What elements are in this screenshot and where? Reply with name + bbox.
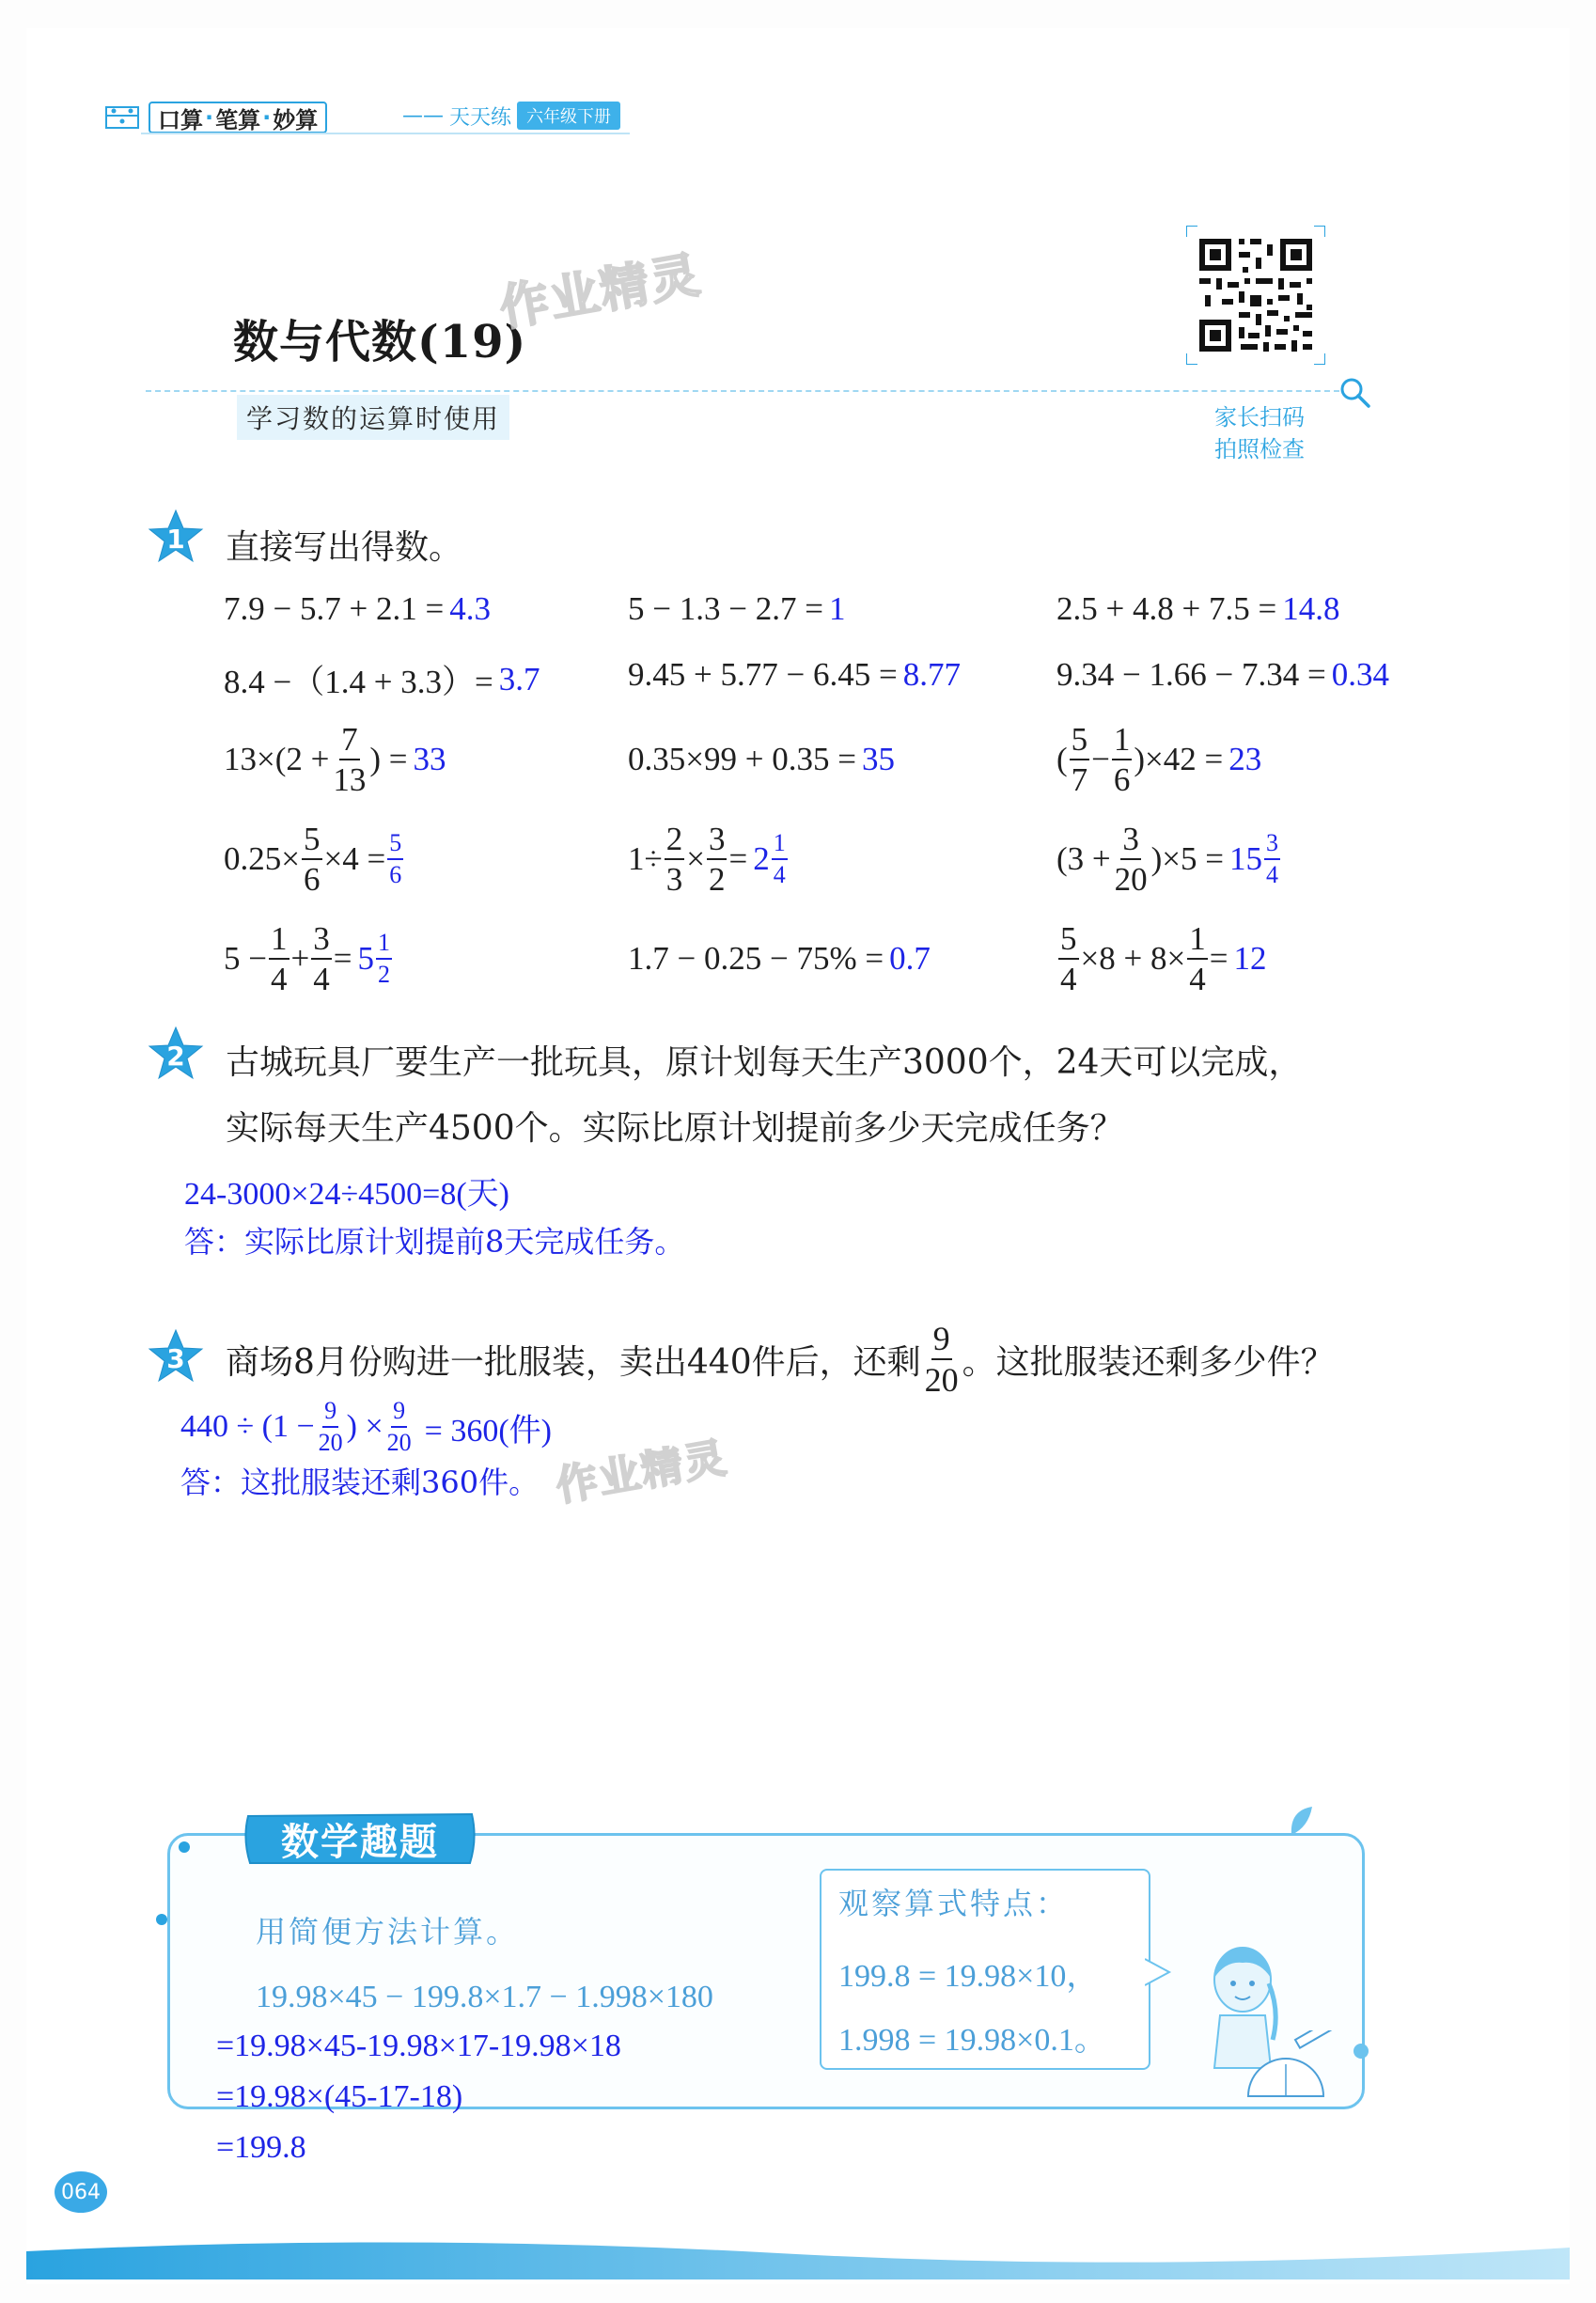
fun-title: 数学趣题 xyxy=(281,1820,439,1864)
denominator: 3 xyxy=(665,861,683,898)
fraction xyxy=(665,822,685,896)
eq-2-2-answer: 8.77 xyxy=(902,656,961,693)
header-dash: —— xyxy=(402,103,444,128)
question-3-answer: 答：这批服装还剩360件。 xyxy=(180,1465,540,1500)
denominator: 20 xyxy=(924,1361,959,1399)
eq-1-2 xyxy=(628,590,845,628)
eq-5-2-answer: 0.7 xyxy=(889,940,931,977)
series-part-2: 笔算 xyxy=(215,106,261,133)
series-sep-1: · xyxy=(205,104,214,131)
numerator: 7 xyxy=(339,723,360,760)
fun-work-2: =19.98×(45-17-18) xyxy=(216,2079,463,2114)
eq-1-3-text: 2.5 + 4.8 + 7.5 = xyxy=(1056,590,1277,627)
eq-4-1-pre: 0.25× xyxy=(224,840,300,877)
question-1-number: 1 xyxy=(166,523,185,555)
hint-line-2: 1.998 = 19.98×0.1。 xyxy=(838,2023,1106,2058)
fun-prompt: 用简便方法计算。 xyxy=(256,1914,520,1950)
numerator: 3 xyxy=(707,822,728,860)
fraction xyxy=(317,1399,345,1455)
eq-1-1 xyxy=(224,590,491,628)
eq-4-2 xyxy=(628,816,790,902)
denominator: 20 xyxy=(318,1429,343,1456)
decor-dot xyxy=(175,1838,194,1856)
fraction xyxy=(1112,723,1133,796)
numerator: 3 xyxy=(1264,831,1280,860)
decor-dot xyxy=(152,1910,171,1929)
eq-3-2-text: 0.35×99 + 0.35 = xyxy=(628,741,856,777)
denominator: 2 xyxy=(378,961,390,988)
eq-2-3 xyxy=(1056,656,1389,694)
hint-line-1: 199.8 = 19.98×10， xyxy=(838,1959,1099,1994)
eq-4-3-pre: (3 + xyxy=(1056,840,1111,877)
eq-4-3-answer-whole: 15 xyxy=(1229,840,1263,877)
scan-label-line2: 拍照检查 xyxy=(1214,435,1305,462)
numerator: 3 xyxy=(311,922,332,960)
question-2-line1: 古城玩具厂要生产一批玩具，原计划每天生产3000个，24天可以完成， xyxy=(226,1043,1303,1082)
title-main: 数与代数 xyxy=(233,316,418,368)
eq-4-2-times: × xyxy=(686,840,705,877)
series-name xyxy=(149,102,327,133)
numerator: 5 xyxy=(1070,723,1090,760)
numerator: 5 xyxy=(1058,922,1079,960)
eq-5-3-mid: ×8 + 8× xyxy=(1080,940,1186,977)
denominator: 20 xyxy=(386,1429,412,1456)
eq-4-2-post: = xyxy=(728,840,748,877)
question-3-badge xyxy=(147,1327,205,1386)
denominator: 13 xyxy=(333,761,367,798)
question-2-work: 24-3000×24÷4500=8(天) xyxy=(184,1177,509,1212)
eq-5-1 xyxy=(224,916,394,1002)
question-3-text-post: 。这批服装还剩多少件？ xyxy=(962,1342,1335,1382)
eq-1-1-text: 7.9 − 5.7 + 2.1 = xyxy=(224,590,445,627)
fun-work-1: =19.98×45-19.98×17-19.98×18 xyxy=(216,2029,621,2063)
eq-3-1 xyxy=(224,716,446,803)
fraction xyxy=(302,822,322,896)
bottom-wave xyxy=(26,2223,1570,2280)
fraction xyxy=(1187,922,1208,995)
denominator: 20 xyxy=(1114,861,1148,898)
title-number: (19) xyxy=(417,316,527,368)
fraction xyxy=(311,922,332,995)
ruler-protractor-icon xyxy=(1239,2030,1344,2106)
eq-2-3-text: 9.34 − 1.66 − 7.34 = xyxy=(1056,656,1326,693)
question-2-line2: 实际每天生产4500个。实际比原计划提前多少天完成任务？ xyxy=(226,1109,1124,1148)
numerator: 5 xyxy=(387,831,403,860)
page-title xyxy=(233,306,526,370)
eq-5-1-answer-fraction xyxy=(376,931,392,987)
eq-3-3-minus: − xyxy=(1091,741,1110,777)
denominator: 4 xyxy=(313,961,330,997)
eq-1-3-answer: 14.8 xyxy=(1282,590,1340,627)
eq-3-2-answer: 35 xyxy=(861,741,895,777)
denominator: 4 xyxy=(773,861,786,888)
eq-3-1-post: ) = xyxy=(369,741,408,777)
eq-4-2-pre: 1÷ xyxy=(628,840,663,877)
question-1-badge xyxy=(147,508,205,566)
eq-5-1-answer-whole: 5 xyxy=(357,940,374,977)
eq-4-1-post: ×4 = xyxy=(323,840,386,877)
denominator: 6 xyxy=(304,861,321,898)
question-3-work-post: = 360(件) xyxy=(424,1413,552,1449)
eq-5-3-answer: 12 xyxy=(1233,940,1267,977)
question-3-number: 3 xyxy=(166,1342,185,1374)
eq-5-1-post: = xyxy=(333,940,352,977)
fun-problem-box xyxy=(167,1833,1365,2109)
eq-3-3-open: ( xyxy=(1056,741,1068,777)
eq-4-1 xyxy=(224,816,405,902)
eq-3-3 xyxy=(1056,716,1261,803)
denominator: 4 xyxy=(1189,961,1206,997)
fraction xyxy=(1113,822,1150,896)
eq-4-2-answer-fraction xyxy=(772,831,788,887)
fraction xyxy=(269,922,289,995)
denominator: 4 xyxy=(1266,861,1279,888)
denominator: 4 xyxy=(1060,961,1077,997)
decor-dot xyxy=(1350,2040,1372,2062)
numerator: 1 xyxy=(772,831,788,860)
question-3-text-pre: 商场8月份购进一批服装，卖出440件后，还剩 xyxy=(226,1342,921,1382)
question-2-number: 2 xyxy=(166,1040,185,1072)
fraction xyxy=(923,1322,961,1397)
scan-label xyxy=(1194,402,1325,465)
hint-title: 观察算式特点： xyxy=(838,1886,1070,1921)
eq-1-2-answer: 1 xyxy=(828,590,846,627)
title-divider xyxy=(146,390,1339,392)
question-3-work-mid: ) × xyxy=(346,1409,383,1444)
numerator: 1 xyxy=(1187,922,1208,960)
numerator: 2 xyxy=(665,822,685,860)
numerator: 1 xyxy=(269,922,289,960)
numerator: 1 xyxy=(376,931,392,960)
abacus-icon xyxy=(105,105,139,130)
fraction xyxy=(707,822,728,896)
header-practice: 天天练 xyxy=(449,105,512,130)
eq-4-1-answer xyxy=(387,831,403,887)
magnifier-icon xyxy=(1338,376,1372,410)
series-part-3: 妙算 xyxy=(273,106,319,133)
eq-4-2-answer-whole: 2 xyxy=(753,840,770,877)
eq-2-1-text: 8.4 −（1.4 + 3.3）= xyxy=(224,664,493,700)
numerator: 9 xyxy=(931,1322,952,1360)
eq-2-2 xyxy=(628,656,961,694)
numerator: 9 xyxy=(391,1399,407,1428)
fun-expression: 19.98×45 − 199.8×1.7 − 1.998×180 xyxy=(256,1980,713,2014)
fun-work-3: =199.8 xyxy=(216,2130,306,2165)
fraction xyxy=(385,1399,414,1455)
question-3-work-pre: 440 ÷ (1 − xyxy=(180,1409,315,1444)
eq-1-2-text: 5 − 1.3 − 2.7 = xyxy=(628,590,823,627)
denominator: 6 xyxy=(389,861,402,888)
eq-5-1-plus: + xyxy=(290,940,310,977)
question-3-work xyxy=(180,1397,552,1457)
fraction xyxy=(331,723,368,796)
numerator: 1 xyxy=(1112,723,1133,760)
eq-5-3 xyxy=(1056,916,1266,1002)
fraction xyxy=(1070,723,1090,796)
watermark: 作业精灵 xyxy=(495,246,706,338)
eq-3-1-answer: 33 xyxy=(413,741,446,777)
numerator: 3 xyxy=(1120,822,1141,860)
question-2-badge xyxy=(147,1025,205,1083)
series-subtitle xyxy=(402,102,620,130)
eq-3-3-answer: 23 xyxy=(1228,741,1262,777)
fraction xyxy=(1058,922,1079,995)
eq-5-2 xyxy=(628,916,931,1002)
eq-5-2-text: 1.7 − 0.25 − 75% = xyxy=(628,940,884,977)
decor-leaf xyxy=(1288,1805,1316,1839)
eq-4-3 xyxy=(1056,816,1282,902)
eq-5-3-post: = xyxy=(1209,940,1228,977)
eq-2-1 xyxy=(224,656,540,703)
eq-2-3-answer: 0.34 xyxy=(1331,656,1389,693)
bubble-pointer-icon xyxy=(1145,1955,1173,1989)
eq-1-3 xyxy=(1056,590,1339,628)
eq-5-1-pre: 5 − xyxy=(224,940,267,977)
denominator: 2 xyxy=(708,861,726,898)
eq-2-2-text: 9.45 + 5.77 − 6.45 = xyxy=(628,656,898,693)
series-sep-2: · xyxy=(262,104,272,131)
denominator: 7 xyxy=(1071,761,1088,798)
eq-4-3-answer-fraction xyxy=(1264,831,1280,887)
eq-2-1-answer: 3.7 xyxy=(498,661,540,697)
eq-3-2 xyxy=(628,716,895,803)
watermark: 作业精灵 xyxy=(552,1434,731,1512)
question-2-answer: 答：实际比原计划提前8天完成任务。 xyxy=(184,1224,685,1260)
eq-3-3-post: )×42 = xyxy=(1134,741,1224,777)
denominator: 6 xyxy=(1113,761,1131,798)
numerator: 5 xyxy=(302,822,322,860)
question-3-text xyxy=(226,1316,1335,1402)
question-1-prompt: 直接写出得数。 xyxy=(226,528,463,567)
header-underline xyxy=(141,133,630,134)
eq-4-3-post: )×5 = xyxy=(1150,840,1225,877)
page-subtitle: 学习数的运算时使用 xyxy=(237,395,509,440)
qr-code-icon[interactable] xyxy=(1186,226,1325,365)
scan-label-line1: 家长扫码 xyxy=(1214,404,1305,431)
grade-badge: 六年级下册 xyxy=(517,102,620,130)
denominator: 4 xyxy=(271,961,288,997)
eq-3-1-pre: 13×(2 + xyxy=(224,741,330,777)
numerator: 9 xyxy=(322,1399,338,1428)
page-number: 064 xyxy=(55,2171,107,2213)
series-part-1: 口算 xyxy=(158,106,203,133)
eq-1-1-answer: 4.3 xyxy=(449,590,491,627)
